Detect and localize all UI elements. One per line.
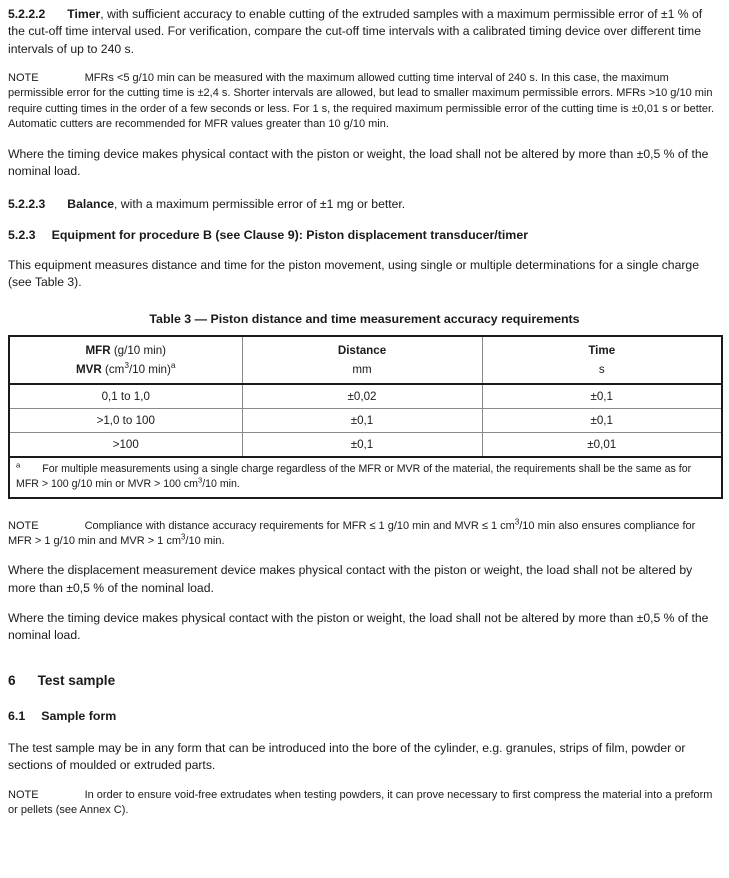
table-header-row-2 [9, 361, 722, 384]
cell-time: ±0,01 [482, 432, 722, 457]
header-cell-mfr [9, 336, 242, 361]
note-label: NOTE [8, 788, 39, 801]
table3-caption: Table 3 — Piston distance and time measurement accuracy requirements [149, 311, 580, 326]
cell-distance: ±0,02 [242, 384, 482, 409]
note-powder [8, 788, 721, 819]
cell-distance: ±0,1 [242, 408, 482, 432]
paragraph-equipment-description: This equipment measures distance and time for the piston movement, using single or multiple determinations for a single charge (see Table 3). [8, 257, 699, 290]
clause-6.1-heading [8, 708, 721, 725]
table-footnote-row [9, 457, 722, 498]
clause-number: 5.2.2.2 [8, 7, 46, 21]
clause-number: 5.2.2.3 [8, 197, 46, 212]
cell-range: 0,1 to 1,0 [9, 384, 242, 409]
clause-body-text: , with sufficient accuracy to enable cutting of the extruded samples with a maximum permissible error of ±1 % of the cut-off time interval used. For verification, compare the cut-off time intervals with a calibrated timing device over different time intervals of up to 240 s. [8, 7, 703, 56]
header-mfr-unit: (g/10 min) [110, 343, 167, 357]
table-row [9, 432, 722, 457]
note-label: NOTE [8, 71, 39, 84]
note-text: MFRs <5 g/10 min can be measured with the maximum allowed cutting time interval of 240 s. In this case, the maximum permissible error for the cutting time is ±2,4 s. Shorter intervals are allowed, but lead to smaller maximum permissible errors. MFRs >10 g/10 min require cutting times in the order of a few seconds or less. For 1 s, the required maximum permissible error of the cutting time is ±0,01 s or better. Automatic cutters are recommended for MFR values greater than 10 g/10 min. [8, 71, 715, 131]
header-mvr-unit-b: /10 min) [128, 362, 171, 376]
clause-body-text: , with a maximum permissible error of ±1 mg or better. [114, 197, 406, 212]
paragraph-timing-device-contact: Where the timing device makes physical contact with the piston or weight, the load shall not be altered by more than ±0,5 % of the nominal load. [8, 146, 709, 178]
note-text-a: Compliance with distance accuracy requirements for MFR ≤ 1 g/10 min and MVR ≤ 1 cm [84, 519, 515, 532]
clause-term: Timer [67, 7, 101, 21]
note-superscript-3-second: 3 [181, 532, 186, 542]
note-superscript-3-first: 3 [514, 516, 520, 526]
header-mvr-unit-a: (cm [101, 362, 125, 376]
header-time-label: Time [588, 343, 616, 357]
cell-time: ±0,1 [482, 408, 722, 432]
table-header-row-1 [9, 336, 722, 361]
paragraph-timing-device-contact-2: Where the timing device makes physical contact with the piston or weight, the load shall not be altered by more than ±0,5 % of the nominal load. [8, 611, 709, 643]
table-row [9, 384, 722, 409]
cell-range: >1,0 to 100 [9, 408, 242, 432]
header-distance-label: Distance [337, 343, 387, 357]
header-cell-mvr [9, 361, 242, 384]
paragraph-sample-form: The test sample may be in any form that can be introduced into the bore of the cylinder, e.g. granules, strips of film, powder or sections of moulded or extruded parts. [8, 741, 686, 773]
header-cell-time [482, 336, 722, 361]
clause-5.2.2.3-paragraph [8, 196, 721, 213]
clause-title: Sample form [41, 708, 117, 723]
clause-6-heading [8, 671, 721, 690]
note-timer [8, 71, 721, 133]
table-row [9, 408, 722, 432]
table-footnote-cell [9, 457, 722, 498]
note-compliance [8, 516, 721, 550]
clause-5.2.3-heading [8, 227, 721, 244]
clause-title: Equipment for procedure B (see Clause 9): Piston displacement transducer/timer [51, 227, 529, 242]
clause-number: 5.2.3 [8, 227, 36, 242]
cell-distance: ±0,1 [242, 432, 482, 457]
footnote-text-a: For multiple measurements using a single charge regardless of the MFR or MVR of the material, the requirements shall be the same as for MFR > 100 g/10 min or MVR > 100 cm [16, 462, 692, 490]
note-label: NOTE [8, 519, 39, 532]
header-mvr-label: MVR [76, 362, 102, 376]
footnote-superscript-3: 3 [197, 475, 203, 485]
note-text: In order to ensure void-free extrudates when testing powders, it can prove necessary to first compress the material into a preform or pellets (see Annex C). [8, 788, 713, 817]
clause-title: Test sample [37, 672, 116, 688]
clause-5.2.2.2-paragraph [8, 6, 721, 58]
header-cell-distance-unit: mm [242, 361, 482, 384]
clause-number: 6 [8, 672, 16, 688]
note-text-b: /10 min also ensures compliance for MFR > 1 g/10 min and MVR > 1 cm [8, 519, 696, 547]
clause-term: Balance [67, 197, 115, 212]
header-mvr-superscript-3: 3 [124, 359, 129, 370]
table3-piston-accuracy [8, 335, 723, 499]
header-cell-distance [242, 336, 482, 361]
paragraph-displacement-device-contact: Where the displacement measurement device makes physical contact with the piston or weight, the load shall not be altered by more than ±0,5 % of the nominal load. [8, 563, 693, 595]
header-cell-time-unit: s [482, 361, 722, 384]
cell-range: >100 [9, 432, 242, 457]
clause-number: 6.1 [8, 708, 26, 723]
cell-time: ±0,1 [482, 384, 722, 409]
footnote-marker-a: a [16, 460, 21, 470]
footnote-marker-a: a [170, 359, 176, 370]
header-mfr-label: MFR [85, 343, 111, 357]
footnote-text-b: /10 min. [202, 477, 240, 490]
note-text-c: /10 min. [185, 535, 225, 547]
